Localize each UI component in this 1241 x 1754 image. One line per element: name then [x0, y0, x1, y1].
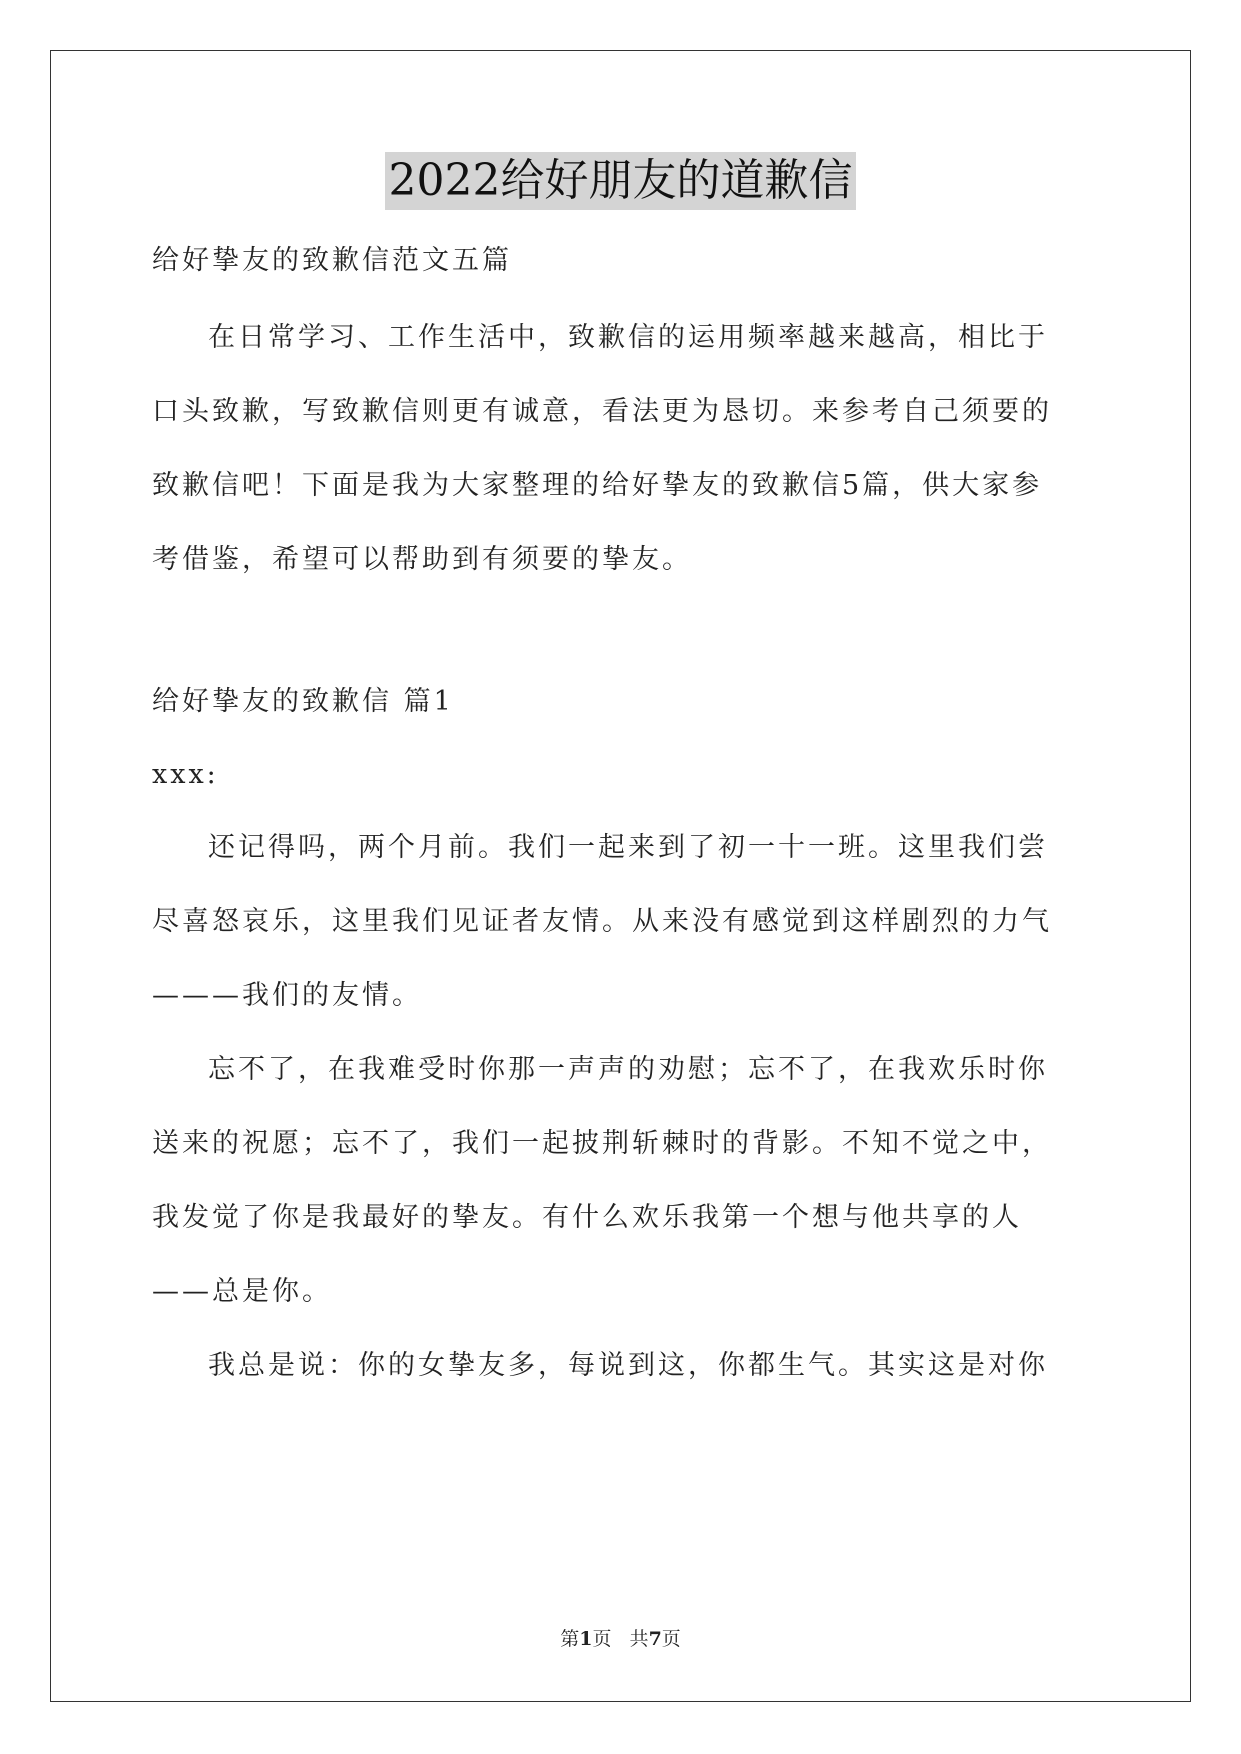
page-border — [50, 50, 1191, 1702]
paragraph2-line-4: ——总是你。 — [152, 1276, 332, 1307]
footer-mid: 页 共 — [592, 1628, 649, 1650]
footer-prefix: 第 — [560, 1628, 580, 1650]
intro-line-1: 在日常学习、工作生活中，致歉信的运用频率越来越高，相比于 — [208, 322, 1048, 353]
paragraph3-line-1: 我总是说：你的女挚友多，每说到这，你都生气。其实这是对你 — [208, 1350, 1048, 1381]
title-container — [0, 152, 1241, 210]
intro-line-2: 口头致歉，写致歉信则更有诚意，看法更为恳切。来参考自己须要的 — [152, 396, 1052, 427]
salutation: xxx: — [152, 759, 219, 790]
footer-page-number: 1 — [579, 1628, 593, 1650]
paragraph1-line-1: 还记得吗，两个月前。我们一起来到了初一十一班。这里我们尝 — [208, 832, 1048, 863]
footer-total-pages: 7 — [648, 1628, 662, 1650]
intro-line-3: 致歉信吧！下面是我为大家整理的给好挚友的致歉信5篇，供大家参 — [152, 470, 1043, 501]
section-heading: 给好挚友的致歉信 篇1 — [152, 686, 454, 717]
subtitle: 给好挚友的致歉信范文五篇 — [152, 245, 512, 276]
paragraph2-line-3: 我发觉了你是我最好的挚友。有什么欢乐我第一个想与他共享的人 — [152, 1202, 1022, 1233]
footer-suffix: 页 — [661, 1628, 681, 1650]
paragraph1-line-2: 尽喜怒哀乐，这里我们见证者友情。从来没有感觉到这样剧烈的力气 — [152, 906, 1052, 937]
paragraph2-line-2: 送来的祝愿；忘不了，我们一起披荆斩棘时的背影。不知不觉之中， — [152, 1128, 1052, 1159]
paragraph1-line-3: ———我们的友情。 — [152, 980, 422, 1011]
document-title: 2022给好朋友的道歉信 — [385, 152, 857, 210]
page-footer — [0, 1624, 1241, 1651]
intro-line-4: 考借鉴，希望可以帮助到有须要的挚友。 — [152, 544, 692, 575]
paragraph2-line-1: 忘不了，在我难受时你那一声声的劝慰；忘不了，在我欢乐时你 — [208, 1054, 1048, 1085]
